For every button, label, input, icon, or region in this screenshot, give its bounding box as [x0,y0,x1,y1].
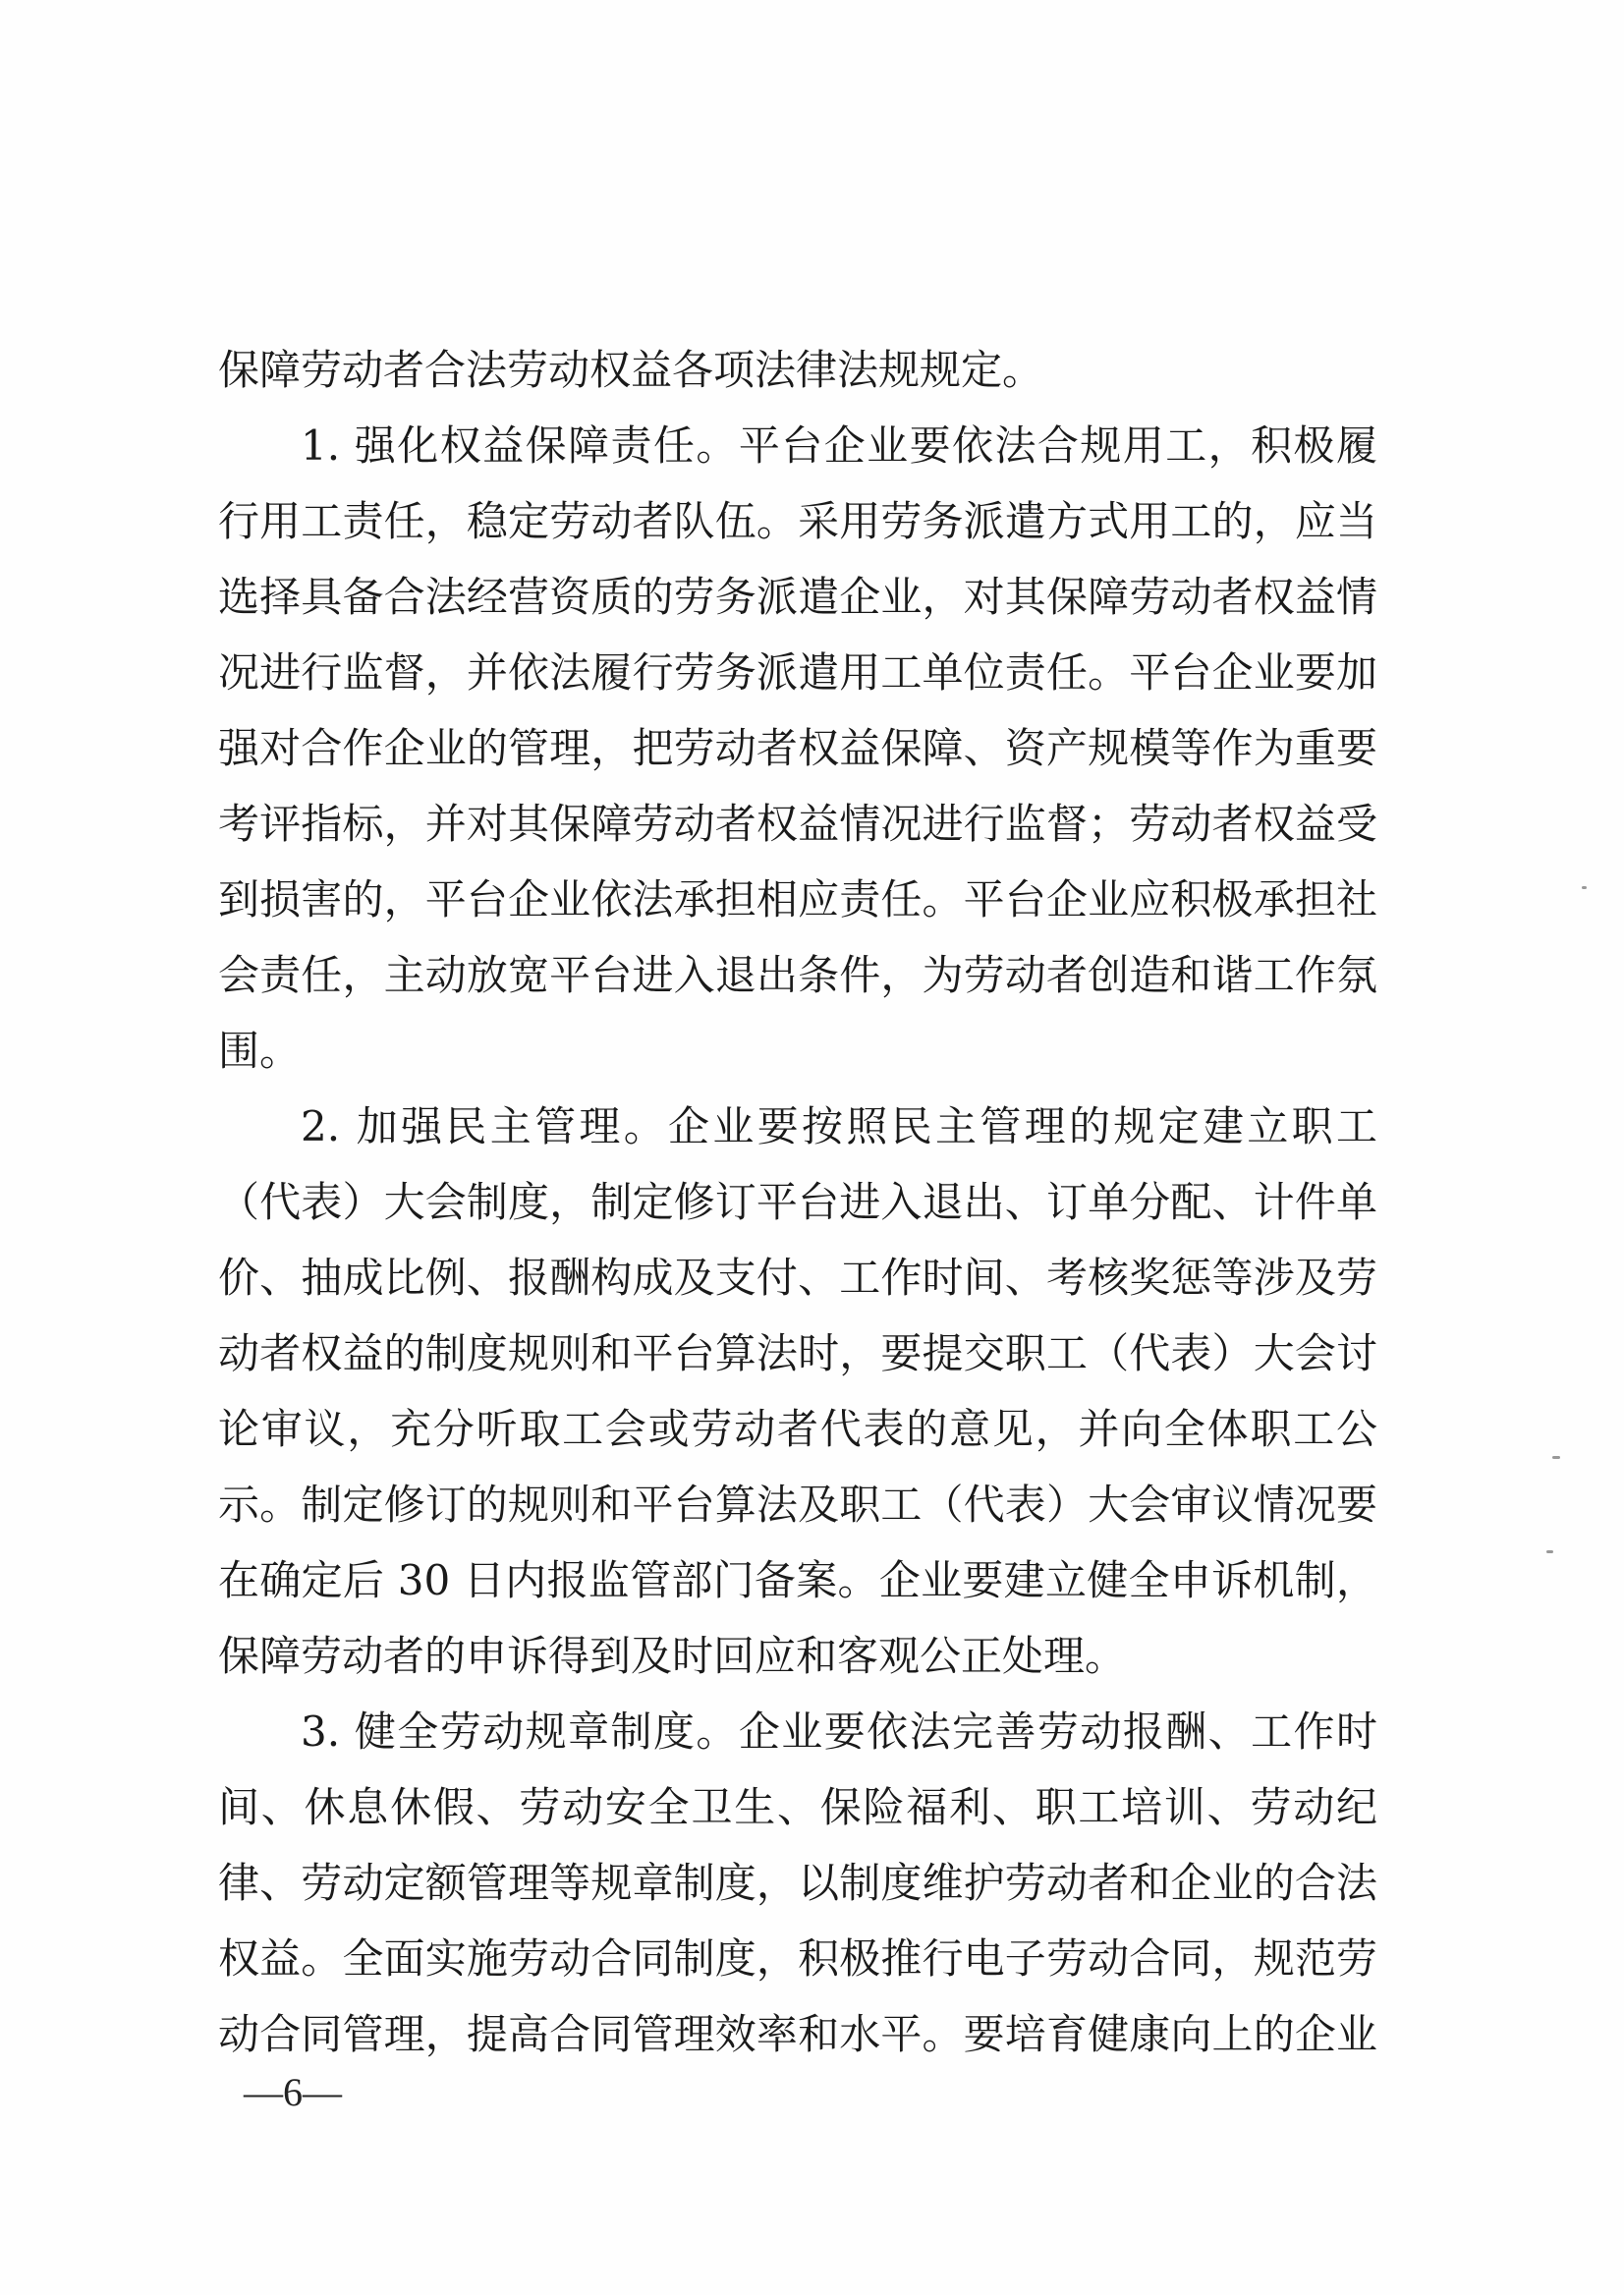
text-line: 强对合作企业的管理，把劳动者权益保障、资产规模等作为重要 [218,724,1377,772]
text-line: 律、劳动定额管理等规章制度，以制度维护劳动者和企业的合法 [218,1859,1377,1907]
page-number: —6— [244,2070,342,2114]
text-line: 况进行监督，并依法履行劳务派遣用工单位责任。平台企业要加 [218,648,1377,697]
text-line: 到损害的，平台企业依法承担相应责任。平台企业应积极承担社 [218,875,1377,924]
text-line: 权益。全面实施劳动合同制度，积极推行电子劳动合同，规范劳 [218,1934,1377,1983]
text-line: 动者权益的制度规则和平台算法时，要提交职工（代表）大会讨 [218,1329,1377,1377]
text-line: 选择具备合法经营资质的劳务派遣企业，对其保障劳动者权益情 [218,573,1377,621]
text-line: （代表）大会制度，制定修订平台进入退出、订单分配、计件单 [218,1178,1377,1226]
text-line: 考评指标，并对其保障劳动者权益情况进行监督；劳动者权益受 [218,800,1377,848]
document-body [218,332,1377,2072]
text-line: 保障劳动者的申诉得到及时回应和客观公正处理。 [218,1632,1127,1680]
text-line: 1. 强化权益保障责任。平台企业要依法合规用工，积极履 [301,421,1377,470]
scan-speck [1552,1456,1560,1459]
text-line: 行用工责任，稳定劳动者队伍。采用劳务派遣方式用工的，应当 [218,497,1377,545]
text-line: 在确定后 30 日内报监管部门备案。企业要建立健全申诉机制， [218,1556,1377,1604]
text-line: 会责任，主动放宽平台进入退出条件，为劳动者创造和谐工作氛 [218,951,1377,999]
text-line: 间、休息休假、劳动安全卫生、保险福利、职工培训、劳动纪 [218,1783,1377,1831]
scan-speck [1582,886,1587,889]
text-line: 价、抽成比例、报酬构成及支付、工作时间、考核奖惩等涉及劳 [218,1254,1377,1302]
text-line: 动合同管理，提高合同管理效率和水平。要培育健康向上的企业 [218,2010,1377,2058]
text-line: 2. 加强民主管理。企业要按照民主管理的规定建立职工 [301,1102,1377,1150]
scan-speck [1546,1550,1553,1553]
text-line: 围。 [218,1027,302,1075]
text-line: 示。制定修订的规则和平台算法及职工（代表）大会审议情况要 [218,1481,1377,1529]
text-line: 3. 健全劳动规章制度。企业要依法完善劳动报酬、工作时 [301,1707,1377,1756]
text-line: 保障劳动者合法劳动权益各项法律法规规定。 [218,346,1044,394]
text-line: 论审议，充分听取工会或劳动者代表的意见，并向全体职工公 [218,1405,1377,1453]
